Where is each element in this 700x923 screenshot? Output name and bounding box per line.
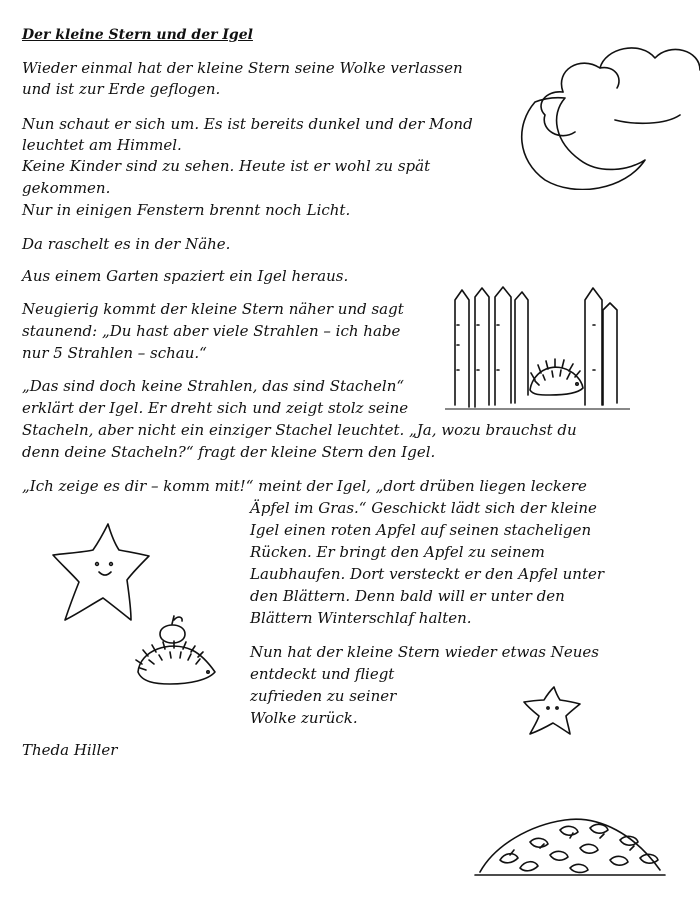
hedgehog-apple-illustration (130, 612, 230, 692)
leaf-pile-illustration (470, 800, 670, 880)
paragraph-line: Äpfel im Gras.“ Geschickt lädt sich der kleine (250, 499, 597, 517)
paragraph-line: „Das sind doch keine Strahlen, das sind Stacheln“ (22, 377, 405, 395)
paragraph-line: denn deine Stacheln?“ fragt der kleine Stern den Igel. (22, 443, 436, 461)
star-illustration (45, 520, 155, 625)
paragraph-line: Keine Kinder sind zu sehen. Heute ist er wohl zu spät (22, 157, 431, 175)
paragraph-line: Nur in einigen Fenstern brennt noch Licht. (22, 201, 351, 219)
paragraph-line: nur 5 Strahlen – schau.“ (22, 344, 207, 362)
paragraph-line: „Ich zeige es dir – komm mit!“ meint der Igel, „dort drüben liegen leckere (22, 477, 587, 495)
paragraph-line: Aus einem Garten spaziert ein Igel heraus. (22, 267, 349, 285)
paragraph-line: Nun schaut er sich um. Es ist bereits dunkel und der Mond (22, 115, 473, 133)
cloud-moon-illustration (505, 30, 700, 190)
paragraph-line: Stacheln, aber nicht ein einziger Stachel leuchtet. „Ja, wozu brauchst du (22, 421, 577, 439)
paragraph-line: Laubhaufen. Dort versteckt er den Apfel unter (250, 565, 605, 583)
paragraph-line: den Blättern. Denn bald will er unter den (250, 587, 565, 605)
paragraph-line: Neugierig kommt der kleine Stern näher und sagt (22, 300, 404, 318)
paragraph-line: leuchtet am Himmel. (22, 136, 182, 154)
paragraph-line: zufrieden zu seiner (250, 687, 397, 705)
story-title: Der kleine Stern und der Igel (22, 27, 253, 43)
fence-hedgehog-illustration (445, 285, 630, 415)
paragraph-line: staunend: „Du hast aber viele Strahlen – ich habe (22, 322, 401, 340)
paragraph-line: gekommen. (22, 179, 111, 197)
paragraph-line: Igel einen roten Apfel auf seinen stacheligen (250, 521, 592, 539)
paragraph-line: Nun hat der kleine Stern wieder etwas Neues (250, 643, 599, 661)
small-star-illustration (520, 686, 585, 736)
paragraph-line: erklärt der Igel. Er dreht sich und zeigt stolz seine (22, 399, 409, 417)
paragraph-line: Wolke zurück. (250, 709, 358, 727)
paragraph-line: Blättern Winterschlaf halten. (250, 609, 472, 627)
author-name: Theda Hiller (22, 741, 118, 759)
paragraph-line: Rücken. Er bringt den Apfel zu seinem (250, 543, 545, 561)
paragraph-line: Wieder einmal hat der kleine Stern seine Wolke verlassen (22, 59, 463, 77)
paragraph-line: entdeckt und fliegt (250, 665, 395, 683)
paragraph-line: Da raschelt es in der Nähe. (22, 235, 231, 253)
paragraph-line: und ist zur Erde geflogen. (22, 80, 221, 98)
